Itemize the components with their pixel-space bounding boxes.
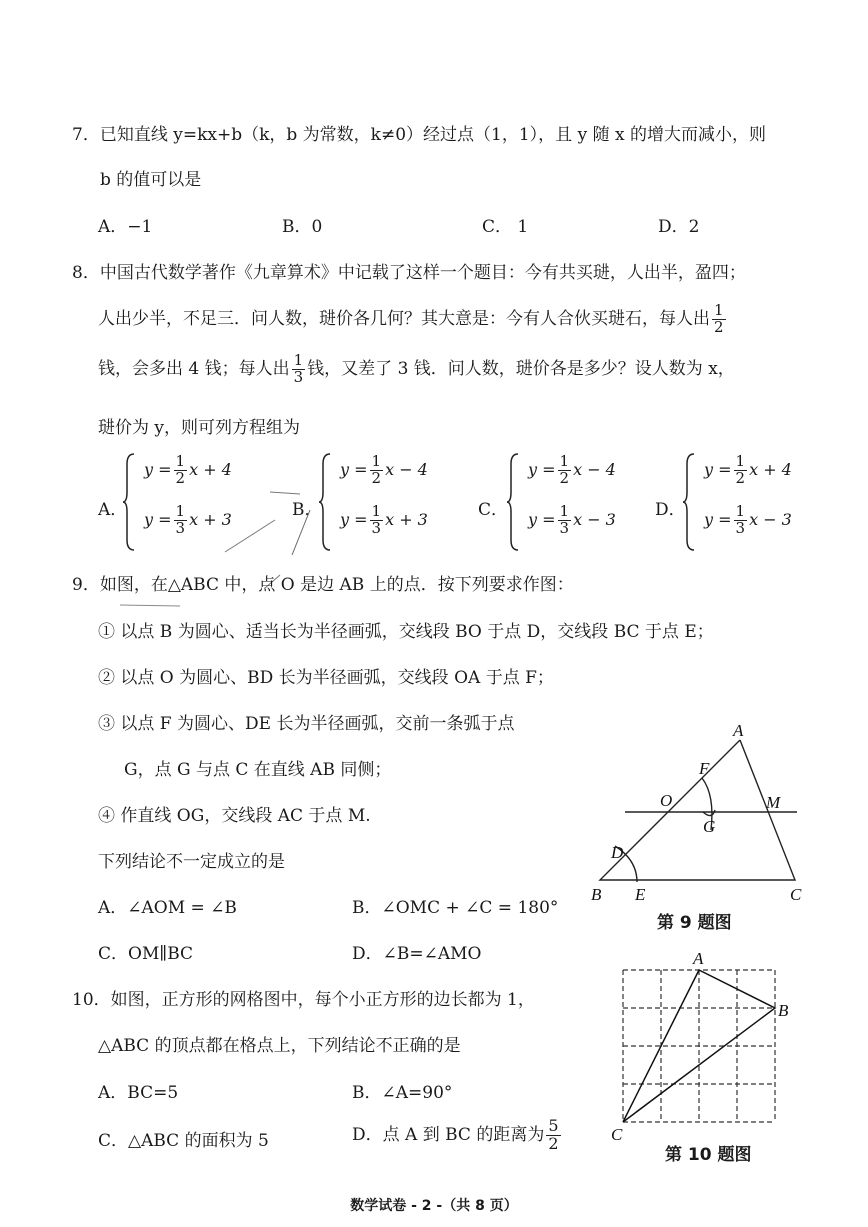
q8-c-eq2: y = $\frac{1}{3}$ x − 3 — [528, 502, 616, 537]
q8-stem-line3-b: 钱，又差了 3 钱．问人数，琎价各是多少？设人数为 x， — [307, 358, 735, 379]
label-c: C — [790, 885, 802, 904]
q8-stem-line2-text: 人出少半，不足三．问人数，琎价各几何？其大意是：今有人合伙买琎石，每人出 — [98, 308, 710, 329]
q8-option-a-label: A． — [98, 500, 128, 520]
q10-option-d-text: D．点 A 到 BC 的距离为 — [352, 1124, 545, 1145]
q10-option-c: C．△ABC 的面积为 5 — [98, 1131, 269, 1151]
q9-stem: 9．如图，在△ABC 中，点 O 是边 AB 上的点．按下列要求作图： — [72, 575, 574, 595]
q8-option-c-label: C． — [478, 500, 509, 520]
q8-option-b-label: B． — [292, 500, 322, 520]
q9-step-4: ④ 作直线 OG，交线段 AC 于点 M. — [98, 806, 371, 826]
figure-9-caption: 第 9 题图 — [657, 913, 732, 933]
q10-option-b: B．∠A=90° — [352, 1083, 453, 1103]
brace-icon — [682, 452, 696, 552]
fraction-half: $\frac{1}{2}$ — [714, 301, 724, 336]
label-g: G — [703, 817, 716, 836]
label-m: M — [766, 793, 781, 812]
q10-option-d — [352, 1118, 563, 1153]
q7-option-c: C． 1 — [482, 217, 529, 237]
figure-10-caption: 第 10 题图 — [665, 1145, 752, 1165]
q10-stem-line2: △ABC 的顶点都在格点上，下列结论不正确的是 — [98, 1036, 461, 1056]
q8-b-eq2: y = $\frac{1}{3}$ x + 3 — [340, 502, 428, 537]
label-f: F — [699, 759, 710, 778]
q8-d-eq2: y = $\frac{1}{3}$ x − 3 — [704, 502, 792, 537]
q8-a-eq2: y = $\frac{1}{3}$ x + 3 — [144, 502, 232, 537]
q9-step-2: ② 以点 O 为圆心、BD 长为半径画弧，交线段 OA 于点 F； — [98, 668, 554, 688]
q9-option-b: B．∠OMC + ∠C = 180° — [352, 898, 559, 918]
label-c: C — [611, 1125, 623, 1144]
q8-option-d-label: D． — [655, 500, 686, 520]
q10-stem-line1: 10．如图，正方形的网格图中，每个小正方形的边长都为 1， — [72, 990, 535, 1010]
q9-option-c: C．OM∥BC — [98, 944, 194, 964]
fraction-third: $\frac{1}{3}$ — [293, 351, 304, 386]
label-o: O — [660, 791, 673, 810]
page-footer: 数学试卷 - 2 -（共 8 页） — [350, 1198, 518, 1214]
q9-step-3a: ③ 以点 F 为圆心、DE 长为半径画弧，交前一条弧于点 — [98, 714, 515, 734]
fraction-five-halves: $\frac{5}{2}$ — [548, 1116, 559, 1153]
q8-c-eq1: y = $\frac{1}{2}$ x − 4 — [528, 452, 616, 487]
q9-step-3b: G，点 G 与点 C 在直线 AB 同侧； — [124, 760, 392, 780]
q9-option-d: D．∠B=∠AMO — [352, 944, 482, 964]
grid-dashed — [623, 970, 775, 1122]
q7-stem-line2: b 的值可以是 — [100, 170, 202, 190]
q8-stem-line1: 8．中国古代数学著作《九章算术》中记载了这样一个题目：今有共买琎，人出半，盈四； — [72, 263, 746, 283]
label-d: D — [611, 843, 624, 862]
label-a: A — [693, 950, 704, 968]
label-e: E — [635, 885, 646, 904]
label-b: B — [778, 1001, 789, 1020]
q8-stem-line4: 琎价为 y，则可列方程组为 — [98, 418, 301, 438]
brace-icon — [506, 452, 520, 552]
q7-stem-line1: 7．已知直线 y=kx+b（k，b 为常数，k≠0）经过点（1，1），且 y 随 x 的增大而减小，则 — [72, 125, 766, 145]
q7-option-b: B．0 — [282, 217, 323, 237]
q9-question: 下列结论不一定成立的是 — [98, 852, 285, 872]
label-b: B — [591, 885, 602, 904]
q9-step-1: ① 以点 B 为圆心、适当长为半径画弧，交线段 BO 于点 D，交线段 BC 于点 E； — [98, 622, 714, 642]
q8-b-eq1: y = $\frac{1}{2}$ x − 4 — [340, 452, 428, 487]
q8-option-d-system — [682, 452, 812, 552]
label-a: A — [733, 721, 744, 740]
figure-10 — [605, 950, 800, 1145]
q7-option-a: A．−1 — [98, 217, 153, 237]
q8-option-c-system — [506, 452, 636, 552]
q7-option-d: D．2 — [658, 217, 700, 237]
q8-stem-line3-a: 钱，会多出 4 钱；每人出 — [98, 358, 290, 379]
q8-stem-line3 — [98, 353, 735, 386]
q8-stem-line2 — [98, 303, 728, 336]
q10-option-a: A．BC=5 — [98, 1083, 179, 1103]
arc-f — [703, 810, 715, 816]
q9-option-a: A．∠AOM = ∠B — [98, 898, 237, 918]
q8-a-eq1: y = $\frac{1}{2}$ x + 4 — [144, 452, 232, 487]
figure-9 — [585, 720, 815, 905]
q8-d-eq1: y = $\frac{1}{2}$ x + 4 — [704, 452, 792, 487]
